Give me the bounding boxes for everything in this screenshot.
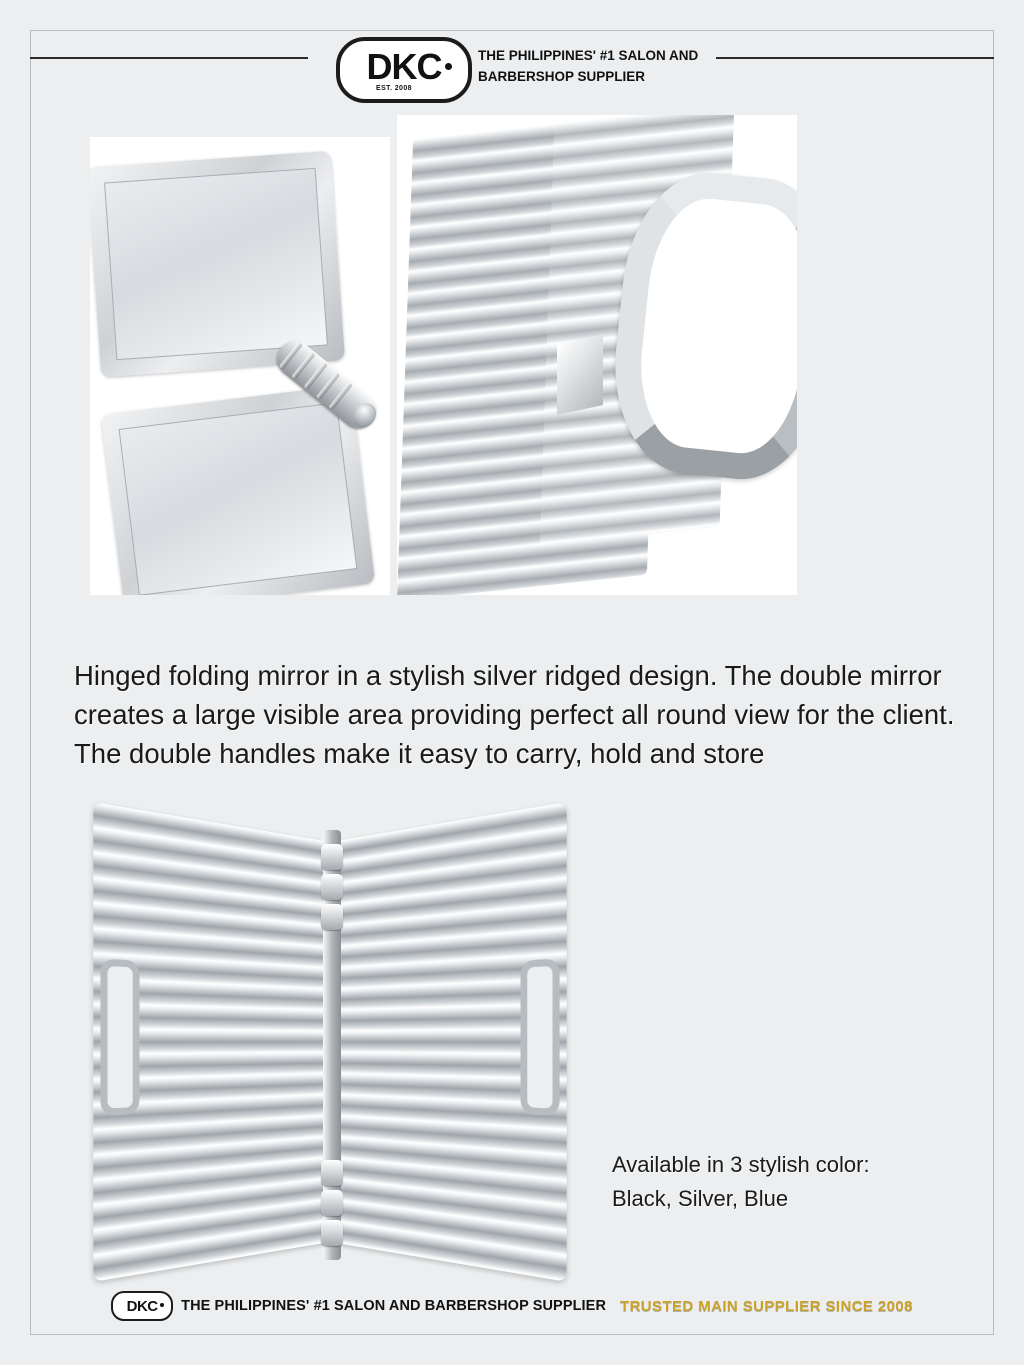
product-photo-open-mirror [80, 820, 600, 1280]
footer-since-badge: TRUSTED MAIN SUPPLIER SINCE 2008 [620, 1297, 913, 1315]
handle-notch [557, 335, 603, 415]
header-rule-left [30, 57, 308, 59]
footer-brand-logo [111, 1291, 173, 1321]
mirror-panel-upper [90, 151, 345, 378]
header [30, 30, 994, 102]
center-hinge [323, 830, 341, 1260]
color-availability-note [612, 1148, 972, 1216]
brand-logo-text: DKC [366, 46, 442, 87]
footer [30, 1289, 994, 1323]
brand-logo [336, 37, 472, 103]
footer-tagline: THE PHILIPPINES' #1 SALON AND BARBERSHOP SUPPLIER [181, 1298, 607, 1314]
mirror-wing-right [330, 802, 567, 1282]
color-note-line1: Available in 3 stylish color: [612, 1152, 870, 1177]
footer-brand-logo-text: DKC [126, 1297, 158, 1315]
wing-handle-left [100, 958, 139, 1116]
wing-handle-right [521, 958, 560, 1116]
footer-brand-logo-dot-icon [160, 1303, 164, 1307]
product-photo-ridged-back [397, 115, 797, 595]
mirror-glass-lower [119, 402, 358, 595]
mirror-wing-left [93, 802, 330, 1282]
brand-logo-dot-icon [445, 63, 452, 70]
product-description: Hinged folding mirror in a stylish silver ridged design. The double mirror creates a large visible area providing perfect all round view for the client. The double handles make it easy to carry, hold and store [74, 659, 955, 769]
brand-logo-est: EST. 2008 [376, 85, 412, 92]
color-note-line2: Black, Silver, Blue [612, 1186, 789, 1212]
header-tagline [478, 46, 778, 88]
mirror-panel-lower [101, 384, 375, 595]
product-photo-hinge-closeup [90, 137, 390, 595]
mirror-glass-upper [104, 168, 328, 360]
header-tagline-line1: THE PHILIPPINES' #1 SALON AND [478, 48, 699, 63]
top-image-row [90, 115, 890, 595]
header-tagline-line2: BARBERSHOP SUPPLIER [478, 68, 646, 84]
